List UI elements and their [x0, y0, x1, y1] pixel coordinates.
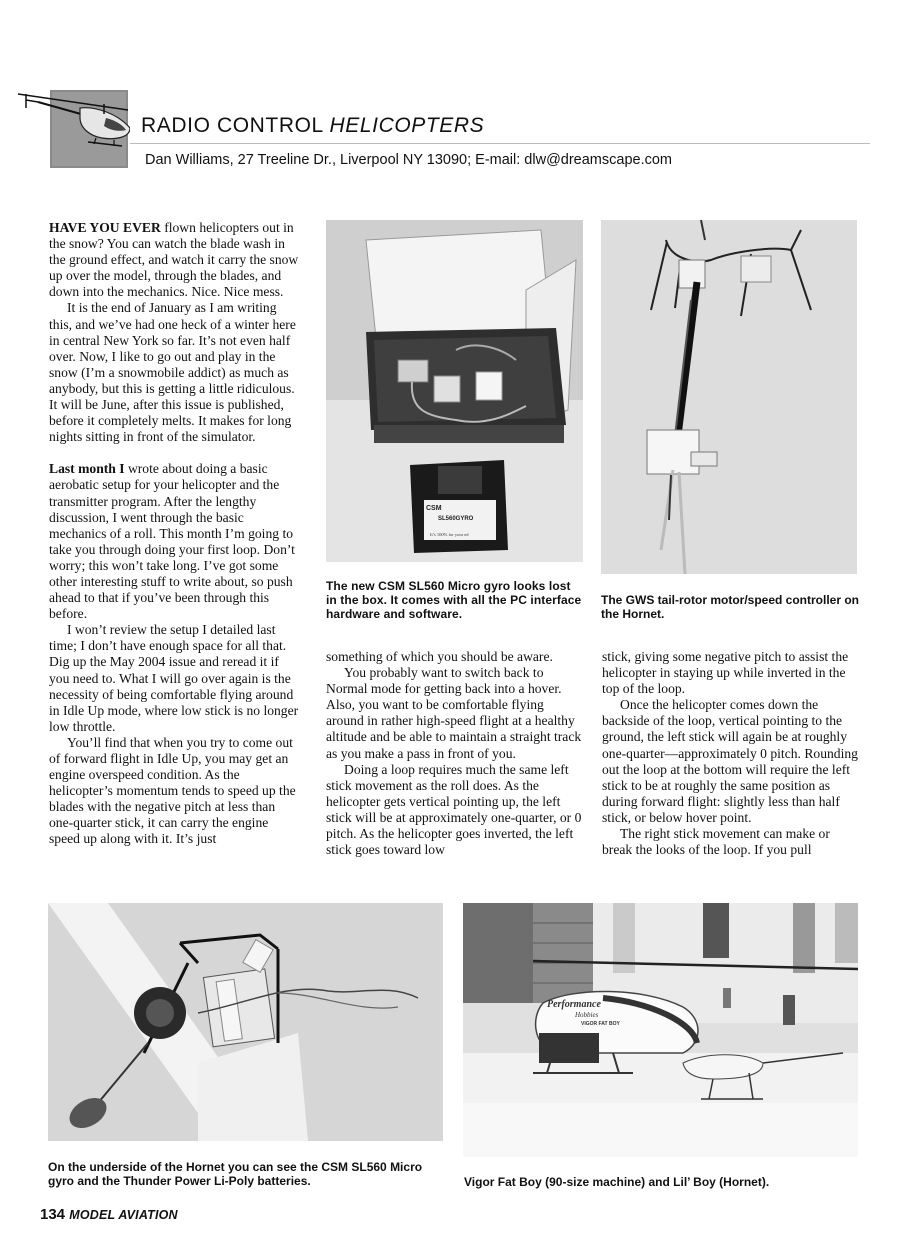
section-title-main: RADIO CONTROL [141, 114, 324, 137]
lead-in: HAVE YOU EVER [49, 220, 161, 235]
photo-gyro-box [326, 220, 583, 562]
paragraph: stick, giving some negative pitch to assist the helicopter in staying up while inverted in the top of the loop. [602, 649, 849, 697]
paragraph: I won’t review the setup I detailed last time; I don’t have enough space for all that. Dig up the May 2004 issue and reread it if you need to. What I will go over again is the necessity of being comfortable flying around in Idle Up mode, where low stick is no longer low throttle. [49, 622, 299, 734]
lead-in: Last month I [49, 461, 125, 477]
paragraph [49, 461, 302, 622]
page-number: 134 [40, 1206, 66, 1223]
paragraph: something of which you should be aware. [326, 649, 553, 664]
page-folio [40, 1206, 178, 1223]
decal-model: VIGOR FAT BOY [581, 1021, 620, 1027]
paragraph: Doing a loop requires much the same left stick movement as the roll does. As the helicopter gets vertical pointing up, the left stick will be at approximately one-quarter, or 0 pitch. As the helicopter goes inverted, the left stick goes toward low [326, 761, 582, 858]
paragraph: You’ll find that when you try to come out of forward flight in Idle Up, you may get an engine overspeed condition. As the helicopter’s momentum tends to speed up the blades with the negative pitch at less than one-quarter stick, it can carry the engine speed up along with it. It’s just [49, 734, 296, 847]
paragraph-text: flown helicopters out in the snow? You can watch the blade wash in the ground effect, and watch it carry the snow up over the model, through the blades, and down into the mechanics. Nice. Nice mess. [49, 220, 299, 300]
caption-gyro-box: The new CSM SL560 Micro gyro looks lost in the box. It comes with all the PC interface hardware and software. [326, 579, 582, 621]
photo-fat-boy [463, 903, 858, 1157]
disk-note: It’s 100% for your ed [430, 532, 469, 537]
text-column-1 [49, 220, 302, 848]
paragraph: It is the end of January as I am writing this, and we’ve had one heck of a winter here in central New York so far. It’s not even half over. Now, I like to go out and play in the snow (I’m a snowmobile addict) as much as anybody, but this is getting a little ridiculous. It will be June, after this issue is published, before it completely melts. It makes for long nights sitting in front of the simulator. [49, 300, 296, 445]
magazine-name: MODEL AVIATION [69, 1208, 178, 1222]
paragraph: Once the helicopter comes down the backside of the loop, vertical pointing to the ground, the left stick will again be at roughly one-quarter—approximately 0 pitch. Rounding out the loop at the bottom will require the left stick to be at roughly the same position as during forward flight: slightly less than half stick, or below hover point. [602, 697, 858, 825]
paragraph [49, 220, 302, 300]
disk-title: SL560GYRO [438, 516, 474, 522]
section-title [141, 114, 484, 138]
text-column-3 [602, 649, 860, 858]
text-column-2 [326, 649, 582, 858]
decal-hobbies: Hobbies [575, 1011, 599, 1019]
section-title-italic: HELICOPTERS [329, 114, 485, 137]
disk-brand: CSM [426, 505, 442, 512]
author-byline: Dan Williams, 27 Treeline Dr., Liverpool NY 13090; E-mail: dlw@dreamscape.com [145, 152, 672, 168]
photo-underside [48, 903, 443, 1141]
caption-fat-boy: Vigor Fat Boy (90-size machine) and Lil’ Boy (Hornet). [464, 1175, 770, 1189]
helicopter-logo-icon [18, 88, 130, 168]
decal-performance: Performance [547, 999, 601, 1010]
paragraph: You probably want to switch back to Normal mode for getting back into a hover. Also, you want to be comfortable flying around in rather high-speed flight at a healthy altitude and be able to maintain a straight track as you make a pass in front of you. [326, 665, 582, 761]
paragraph: The right stick movement can make or break the looks of the loop. If you pull [602, 826, 830, 858]
photo-tail-motor [601, 220, 857, 574]
caption-tail-motor: The GWS tail-rotor motor/speed controller on the Hornet. [601, 593, 860, 621]
caption-underside: On the underside of the Hornet you can see the CSM SL560 Micro gyro and the Thunder Power Li-Poly batteries. [48, 1160, 423, 1188]
paragraph-text: wrote about doing a basic aerobatic setup for your helicopter and the transmitter program. After the lengthy discussion, I went through the basic mechanics of a roll. This month I’m going to take you through doing your first loop. Don’t worry; this won’t take long. I’ve got some other interesting stuff to write about, so push ahead to that if you’ve been through this before. [49, 461, 295, 622]
header-rule [130, 143, 870, 144]
column-logo [18, 88, 130, 168]
